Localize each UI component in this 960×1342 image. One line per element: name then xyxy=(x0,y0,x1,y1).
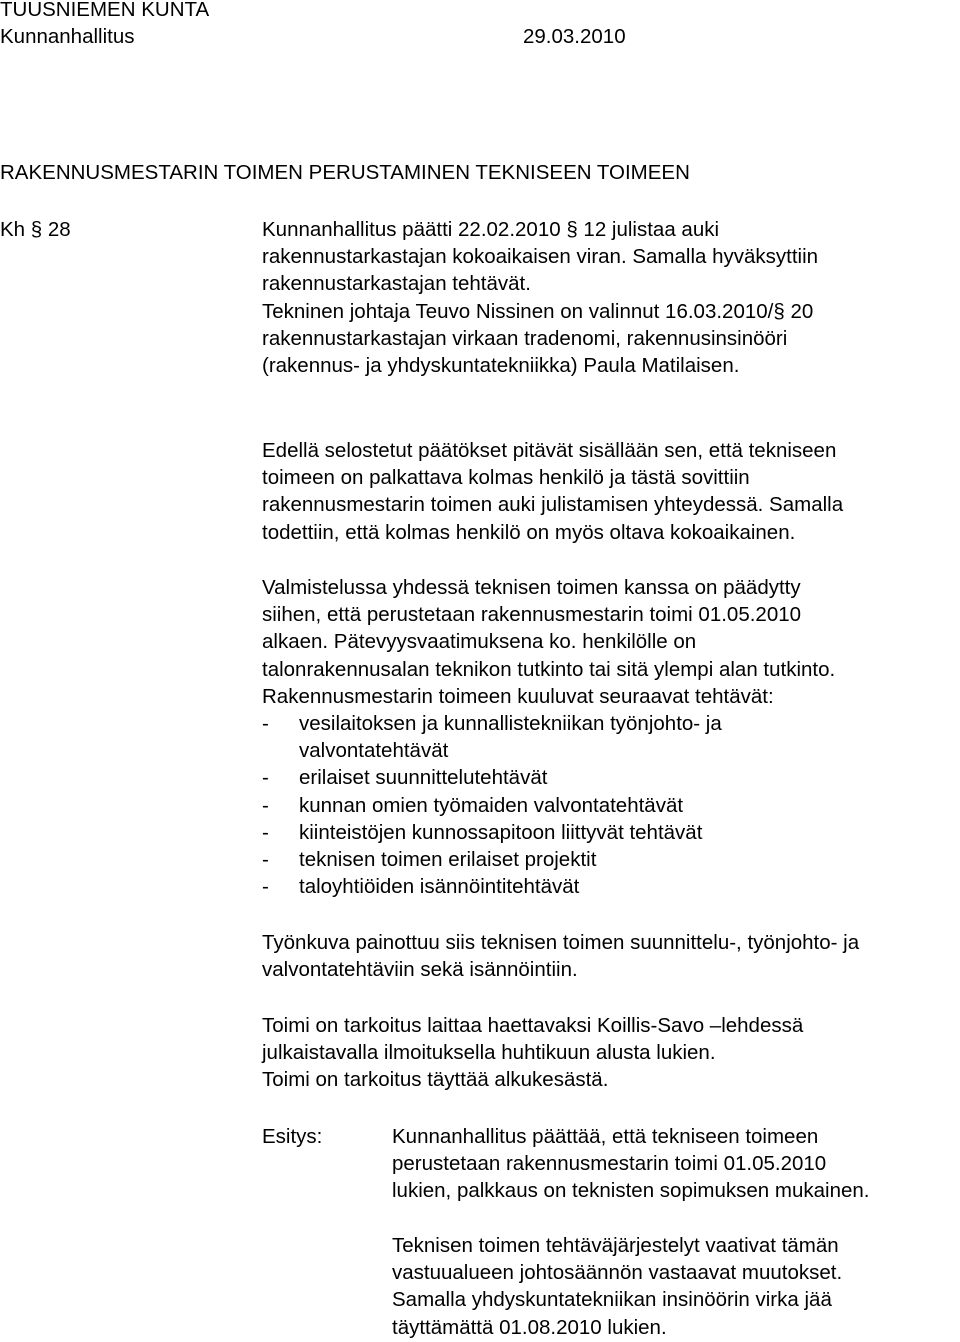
meeting-date: 29.03.2010 xyxy=(523,25,626,48)
paragraph-line: rakennustarkastajan kokoaikaisen viran. Samalla hyväksyttiin xyxy=(262,245,819,269)
paragraph-line: rakennusmestarin toimen auki julistamisen yhteydessä. Samalla xyxy=(262,493,844,517)
paragraph-prior-decision xyxy=(262,216,818,298)
paragraph-recruitment xyxy=(262,1012,803,1094)
list-item-text: teknisen toimen erilaiset projektit xyxy=(299,847,597,871)
paragraph-line: Edellä selostetut päätökset pitävät sisällään sen, että tekniseen xyxy=(262,439,837,462)
paragraph-line: talonrakennusalan teknikon tutkinto tai sitä ylempi alan tutkinto. xyxy=(262,657,836,681)
paragraph-line: Samalla yhdyskuntatekniikan insinöörin virka jää xyxy=(392,1288,832,1312)
list-dash: - xyxy=(262,847,269,871)
paragraph-line: rakennustarkastajan virkaan tradenomi, rakennusinsinööri xyxy=(262,327,788,351)
list-dash: - xyxy=(262,766,269,790)
paragraph-line: Tekninen johtaja Teuvo Nissinen on valinnut 16.03.2010/§ 20 xyxy=(262,300,814,323)
proposal-decision xyxy=(392,1123,869,1205)
section-icon: § xyxy=(30,218,43,241)
paragraph-line: Rakennusmestarin toimeen kuuluvat seuraavat tehtävät: xyxy=(262,684,774,708)
paragraph-line: alkaen. Pätevyysvaatimuksena ko. henkilölle on xyxy=(262,630,697,654)
paragraph-line: (rakennus- ja yhdyskuntatekniikka) Paula Matilaisen. xyxy=(262,354,740,378)
paragraph-line: valvontatehtäviin sekä isännöintiin. xyxy=(262,958,578,982)
paragraph-line: Kunnanhallitus päättää, että tekniseen toimeen xyxy=(392,1125,819,1148)
paragraph-appointment xyxy=(262,298,813,380)
paragraph-line: perustetaan rakennusmestarin toimi 01.05.2010 xyxy=(392,1152,827,1176)
list-dash: - xyxy=(262,712,269,735)
paragraph-line: lukien, palkkaus on teknisten sopimuksen mukainen. xyxy=(392,1179,870,1203)
paragraph-line: Teknisen toimen tehtäväjärjestelyt vaativat tämän xyxy=(392,1234,839,1257)
paragraph-line: toimeen on palkattava kolmas henkilö ja tästä sovittiin xyxy=(262,466,750,490)
paragraph-line: Kunnanhallitus päätti 22.02.2010 § 12 julistaa auki xyxy=(262,218,720,241)
list-item-text: kiinteistöjen kunnossapitoon liittyvät tehtävät xyxy=(299,820,703,844)
paragraph-job-description xyxy=(262,929,859,983)
proposal-arrangements xyxy=(392,1232,842,1341)
document-title: RAKENNUSMESTARIN TOIMEN PERUSTAMINEN TEKNISEEN TOIMEEN xyxy=(0,161,690,184)
paragraph-line: Valmistelussa yhdessä teknisen toimen kanssa on päädytty xyxy=(262,576,801,599)
paragraph-third-person xyxy=(262,437,843,546)
paragraph-line: Toimi on tarkoitus täyttää alkukesästä. xyxy=(262,1068,609,1092)
list-item-text: taloyhtiöiden isännöintitehtävät xyxy=(299,875,580,899)
meeting-body: Kunnanhallitus xyxy=(0,25,135,48)
section-number: 28 xyxy=(47,218,71,241)
paragraph-line: Toimi on tarkoitus laittaa haettavaksi Koillis-Savo –lehdessä xyxy=(262,1014,804,1037)
list-item-text: valvontatehtävät xyxy=(299,739,449,763)
list-dash: - xyxy=(262,875,269,899)
paragraph-line: todettiin, että kolmas henkilö on myös oltava kokoaikainen. xyxy=(262,520,796,544)
proposal-label: Esitys: xyxy=(262,1125,323,1148)
list-dash: - xyxy=(262,820,269,844)
paragraph-preparation xyxy=(262,574,835,710)
section-reference xyxy=(0,216,71,243)
municipality-name: TUUSNIEMEN KUNTA xyxy=(0,0,210,21)
section-label: Kh xyxy=(0,218,26,241)
list-dash: - xyxy=(262,793,269,817)
list-item-text: vesilaitoksen ja kunnallistekniikan työnjohto- ja xyxy=(299,712,722,735)
list-item-text: kunnan omien työmaiden valvontatehtävät xyxy=(299,793,684,817)
paragraph-line: rakennustarkastajan tehtävät. xyxy=(262,272,531,296)
paragraph-line: siihen, että perustetaan rakennusmestarin toimi 01.05.2010 xyxy=(262,603,802,627)
paragraph-line: täyttämättä 01.08.2010 lukien. xyxy=(392,1315,667,1339)
list-item-text: erilaiset suunnittelutehtävät xyxy=(299,766,548,790)
paragraph-line: Työnkuva painottuu siis teknisen toimen suunnittelu-, työnjohto- ja xyxy=(262,931,860,954)
paragraph-line: julkaistavalla ilmoituksella huhtikuun alusta lukien. xyxy=(262,1041,716,1065)
paragraph-line: vastuualueen johtosäännön vastaavat muutokset. xyxy=(392,1261,843,1285)
